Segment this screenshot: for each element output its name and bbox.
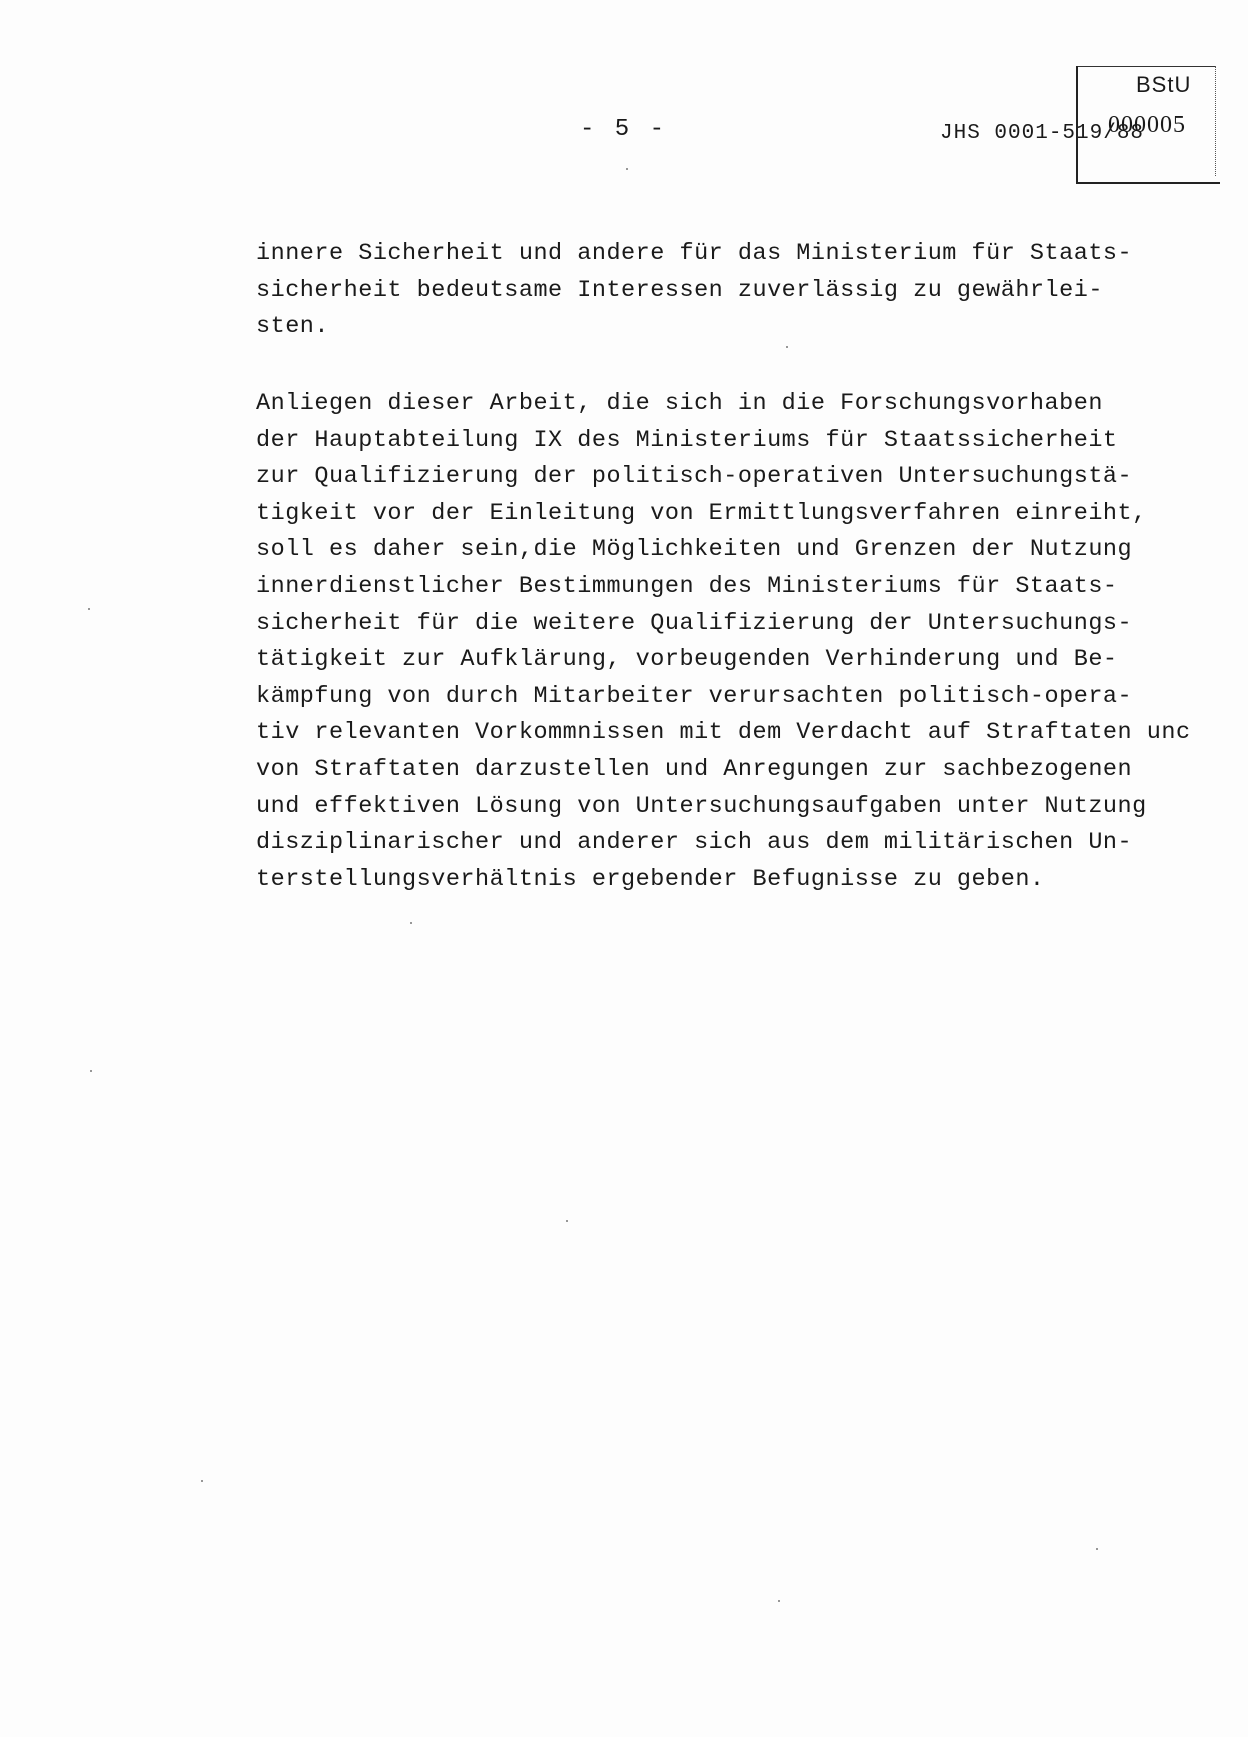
scan-speck xyxy=(90,1070,92,1072)
scan-speck xyxy=(778,1600,780,1602)
document-reference: JHS 0001-519/88 xyxy=(940,122,1145,145)
text-line: sicherheit bedeutsame Interessen zuverlässig zu gewährlei- xyxy=(256,276,1103,304)
text-line: Anliegen dieser Arbeit, die sich in die Forschungsvorhaben xyxy=(256,390,1103,417)
paragraph-2 xyxy=(256,386,1191,898)
text-line: tiv relevanten Vorkommnissen mit dem Verdacht auf Straftaten unc xyxy=(256,719,1191,747)
archive-sheet-number: 000005 xyxy=(1108,112,1186,138)
archive-stamp-label: BStU xyxy=(1136,72,1192,97)
scan-speck xyxy=(566,1220,568,1222)
text-line: von Straftaten darzustellen und Anregungen zur sachbezogenen xyxy=(256,755,1133,783)
text-line: terstellungsverhältnis ergebender Befugnisse zu geben. xyxy=(256,865,1045,893)
text-line: innerdienstlicher Bestimmungen des Ministeriums für Staats- xyxy=(256,572,1118,600)
text-line: sicherheit für die weitere Qualifizierung der Untersuchungs- xyxy=(256,609,1133,637)
scan-speck xyxy=(410,922,412,924)
page-number: - 5 - xyxy=(580,116,668,143)
paragraph-1 xyxy=(256,236,1132,346)
text-line: tigkeit vor der Einleitung von Ermittlungsverfahren einreiht, xyxy=(256,499,1147,527)
text-line: sten. xyxy=(256,313,330,341)
text-line: disziplinarischer und anderer sich aus dem militärischen Un- xyxy=(256,829,1133,857)
scan-speck xyxy=(626,168,628,170)
text-line: kämpfung von durch Mitarbeiter verursachten politisch-opera- xyxy=(256,682,1133,710)
scan-speck xyxy=(1096,1548,1098,1550)
text-line: zur Qualifizierung der politisch-operativen Untersuchungstä- xyxy=(256,463,1133,491)
text-line: und effektiven Lösung von Untersuchungsaufgaben unter Nutzung xyxy=(256,792,1147,820)
text-line: soll es daher sein,die Möglichkeiten und Grenzen der Nutzung xyxy=(256,536,1133,564)
scan-speck xyxy=(88,608,90,610)
text-line: innere Sicherheit und andere für das Ministerium für Staats- xyxy=(256,240,1133,267)
text-line: tätigkeit zur Aufklärung, vorbeugenden Verhinderung und Be- xyxy=(256,646,1118,674)
text-line: der Hauptabteilung IX des Ministeriums für Staatssicherheit xyxy=(256,426,1118,454)
scan-speck xyxy=(201,1480,203,1482)
scan-speck xyxy=(786,346,788,348)
